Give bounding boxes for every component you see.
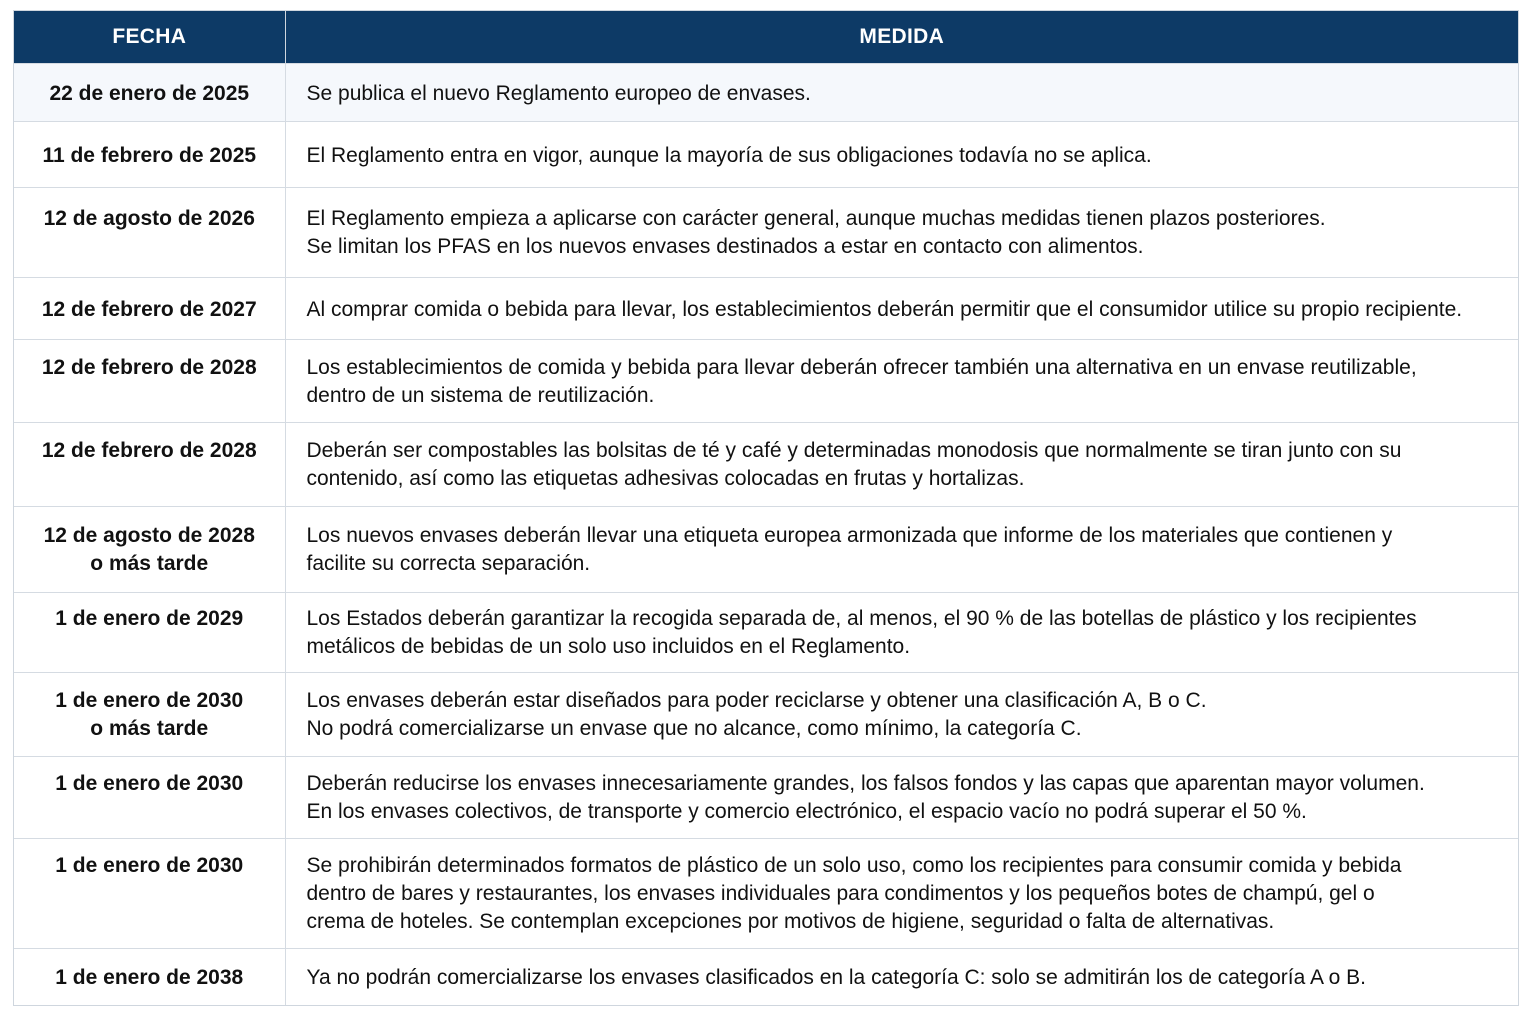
date-cell [14,673,285,757]
date-cell [14,839,285,949]
measure-cell [285,593,1518,673]
measure-cell [285,188,1518,278]
measure-text: Se limitan los PFAS en los nuevos envases destinados a estar en contacto con alimentos. [306,235,1144,258]
measure-text: En los envases colectivos, de transporte y comercio electrónico, el espacio vacío no podrá superar el 50 %. [306,800,1307,823]
measure-text: crema de hoteles. Se contemplan excepciones por motivos de higiene, seguridad o falta de alternativas. [306,910,1275,933]
date-text: 12 de febrero de 2028 [41,439,257,462]
table-row [14,593,1518,673]
date-text: 1 de enero de 2030 [55,772,244,795]
table-row [14,64,1518,122]
date-text: 1 de enero de 2029 [55,607,244,630]
measure-cell [285,757,1518,839]
date-text: 22 de enero de 2025 [49,82,250,105]
date-cell [14,757,285,839]
measure-cell [285,673,1518,757]
table-row [14,949,1518,1005]
date-text: o más tarde [90,552,209,575]
table-row [14,122,1518,188]
table-row [14,757,1518,839]
date-text: 12 de agosto de 2026 [43,207,255,230]
measure-text: Los nuevos envases deberán llevar una etiqueta europea armonizada que informe de los materiales que contienen y [306,524,1393,547]
date-cell [14,278,285,340]
table-header-row [14,11,1518,64]
table-row [14,423,1518,507]
measure-cell [285,507,1518,593]
column-header-measure: MEDIDA [285,11,1518,64]
date-text: o más tarde [90,717,209,740]
table-row [14,188,1518,278]
column-header-date: FECHA [14,11,285,64]
date-cell [14,122,285,188]
table-row [14,673,1518,757]
date-text: 1 de enero de 2030 [55,689,244,712]
date-cell [14,340,285,423]
measure-text: Los Estados deberán garantizar la recogida separada de, al menos, el 90 % de las botellas de plástico y los recipientes [306,607,1417,630]
measure-cell [285,423,1518,507]
table-row [14,839,1518,949]
date-cell [14,507,285,593]
measure-text: Se prohibirán determinados formatos de plástico de un solo uso, como los recipientes para consumir comida y bebida [306,854,1402,877]
measure-text: dentro de bares y restaurantes, los envases individuales para condimentos y los pequeños botes de champú, gel o [306,882,1375,905]
measure-text: El Reglamento entra en vigor, aunque la mayoría de sus obligaciones todavía no se aplica. [306,144,1152,167]
date-text: 12 de febrero de 2027 [41,298,257,321]
measure-text: El Reglamento empieza a aplicarse con carácter general, aunque muchas medidas tienen plazos posteriores. [306,207,1326,230]
date-text: 11 de febrero de 2025 [42,144,257,167]
date-text: 1 de enero de 2038 [55,966,244,989]
table-row [14,507,1518,593]
measure-text: Los envases deberán estar diseñados para poder reciclarse y obtener una clasificación A, B o C. [306,689,1207,712]
date-cell [14,423,285,507]
table-row [14,340,1518,423]
measure-text: contenido, así como las etiquetas adhesivas colocadas en frutas y hortalizas. [306,467,1025,490]
measure-cell [285,64,1518,122]
date-cell [14,188,285,278]
date-text: 12 de agosto de 2028 [43,524,255,547]
timeline-table-container [13,10,1519,1006]
measure-cell [285,122,1518,188]
date-cell [14,593,285,673]
measure-text: Los establecimientos de comida y bebida para llevar deberán ofrecer también una alternativa en un envase reutilizable, [306,356,1417,379]
measure-text: Deberán reducirse los envases innecesariamente grandes, los falsos fondos y las capas que aparentan mayor volumen. [306,772,1425,795]
timeline-table [14,11,1518,1005]
measure-cell [285,949,1518,1005]
measure-cell [285,340,1518,423]
table-row [14,278,1518,340]
measure-text: Ya no podrán comercializarse los envases clasificados en la categoría C: solo se admitirán los de categoría A o B. [306,966,1367,989]
date-cell [14,64,285,122]
table-body [14,64,1518,1005]
measure-text: Deberán ser compostables las bolsitas de té y café y determinadas monodosis que normalmente se tiran junto con su [306,439,1402,462]
date-text: 1 de enero de 2030 [55,854,244,877]
measure-text: facilite su correcta separación. [306,552,591,575]
measure-text: Al comprar comida o bebida para llevar, los establecimientos deberán permitir que el consumidor utilice su propio recipiente. [306,298,1463,321]
measure-cell [285,839,1518,949]
date-text: 12 de febrero de 2028 [41,356,257,379]
date-cell [14,949,285,1005]
measure-text: metálicos de bebidas de un solo uso incluidos en el Reglamento. [306,635,911,658]
measure-cell [285,278,1518,340]
measure-text: No podrá comercializarse un envase que no alcance, como mínimo, la categoría C. [306,717,1082,740]
measure-text: Se publica el nuevo Reglamento europeo de envases. [306,82,811,105]
measure-text: dentro de un sistema de reutilización. [306,384,655,407]
